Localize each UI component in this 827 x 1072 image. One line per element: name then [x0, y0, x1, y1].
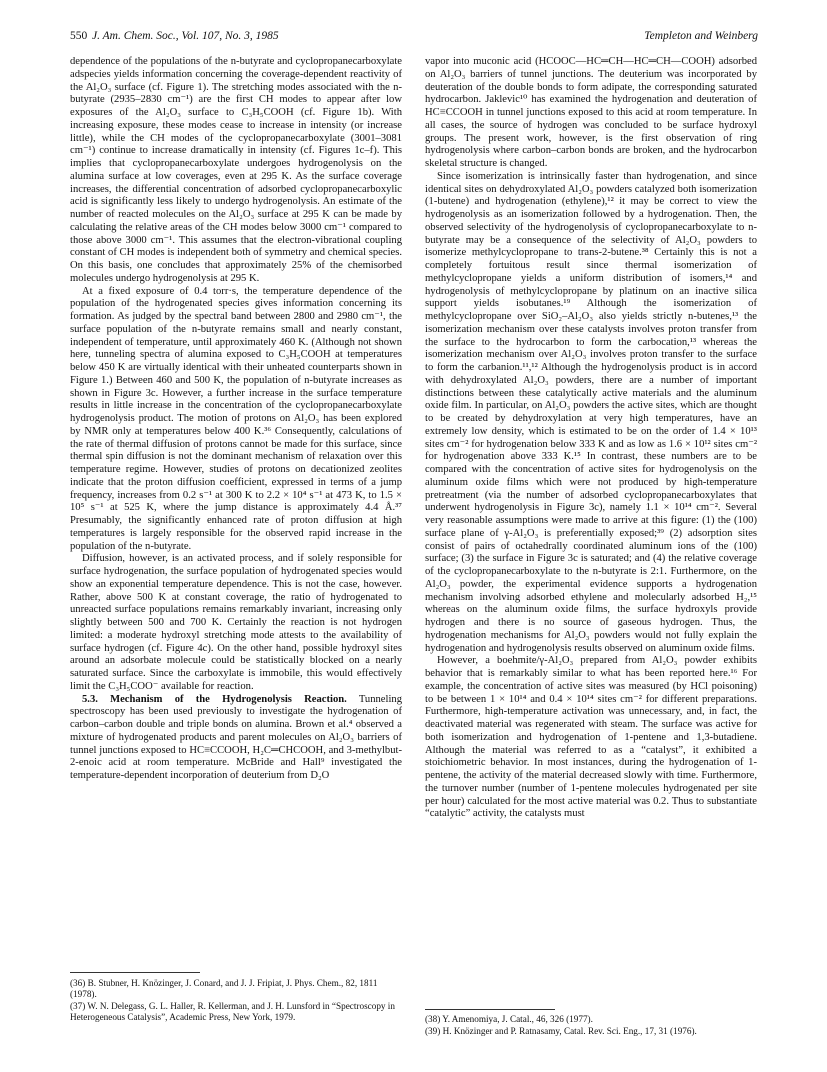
- running-authors: Templeton and Weinberg: [644, 30, 758, 42]
- footnote-36: (36) B. Stubner, H. Knözinger, J. Conard, and J. J. Fripiat, J. Phys. Chem., 82, 1811 (1978).: [70, 978, 378, 999]
- page-number: 550: [70, 30, 88, 42]
- journal-citation: J. Am. Chem. Soc., Vol. 107, No. 3, 1985: [92, 30, 279, 42]
- paragraph: However, a boehmite/γ-Al₂O₃ prepared from Al₂O₃ powder exhibits behavior that is remarkably similar to what has been reported here.¹⁶ For example, the concentration of active sites was measured (by HCl poisoning) to be between 1 × 10¹⁴ and 0.4 × 10¹⁴ sites cm⁻² for different preparations. Furthermore, high-temperature activation was unnecessary, and, in fact, the deactivated material was regenerated with steam. The surface was active for both isomerization and hydrogenation of 1-pentene and 1,3-butadiene. Although the material was referred to as a “catalyst”, it exhibited a stoichiometric behavior. In most instances, during the hydrogenation of 1-pentene, the activity of the material decreased slowly with time. Furthermore, the turnover number (number of 1-pentene molecules hydrogenated per site per hour) calculated for the most active material was 0.2. Thus to substantiate “catalytic” activity, the catalysts must: [425, 655, 757, 820]
- paragraph: vapor into muconic acid (HCOOC—HC═CH—HC═CH—COOH) adsorbed on Al₂O₃ barriers of tunnel junctions. The deuterium was incorporated by deuteration of the double bonds to form adipate, the corresponding saturated hydrocarbon. Jaklevic¹⁰ has examined the hydrogenation and deuteration of HC≡CCOOH in tunnel junctions exposed to this acid at room temperature. In all cases, the source of hydrogen was concluded to be surface hydroxyl groups. The present work, however, is the first observation of ring hydrogenolysis where carbon–carbon bonds are broken, and the hydrocarbon skeletal structure is changed.: [425, 56, 757, 169]
- section-heading: 5.3. Mechanism of the Hydrogenolysis Reaction.: [82, 693, 347, 705]
- footnote-39: (39) H. Knözinger and P. Ratnasamy, Catal. Rev. Sci. Eng., 17, 31 (1976).: [425, 1026, 697, 1036]
- footnote-rule: [425, 1009, 555, 1010]
- footnote-37: (37) W. N. Delegass, G. L. Haller, R. Kellerman, and J. H. Lunsford in “Spectroscopy in Heterogeneous Catalysis”, Academic Press, New York, 1979.: [70, 1001, 395, 1022]
- right-column: [425, 56, 757, 821]
- footnote-38: (38) Y. Amenomiya, J. Catal., 46, 326 (1977).: [425, 1014, 593, 1024]
- footnote-rule: [70, 972, 200, 973]
- paragraph: dependence of the populations of the n-butyrate and cyclopropanecarboxylate adspecies yields information concerning the coverage-dependent reactivity of the Al₂O₃ surface (cf. Figure 1). The stretching modes associated with the n-butyrate (2935–2830 cm⁻¹) are the first CH modes to appear after low exposures of the Al₂O₃ surface to C₃H₅COOH (cf. Figure 1b). With increasing exposure, these modes cease to increase in intensity (or increase little), while the CH modes of the cyclopropanecarboxylate (3001–3081 cm⁻¹) continue to increase dramatically in intensity (cf. Figures 1c–f). This implies that cyclopropanecarboxylate undergoes hydrogenolysis on the alumina surface at low coverages, even at 295 K. As the surface coverage increases, the differential concentration of adsorbed cyclopropanecarboxylic acid is significantly less likely to undergo hydrogenolysis. An estimate of the number of reacted molecules on the Al₂O₃ surface at 295 K can be made by calculating the relative areas of the CH modes below 3000 cm⁻¹ compared to those above 3000 cm⁻¹. This assumes that the electron-vibrational coupling constant of CH modes is independent both of symmetry and chemical species. On this basis, one concludes that approximately 25% of the chemisorbed molecules undergo hydrogenolysis at 295 K.: [70, 56, 402, 284]
- paragraph: Diffusion, however, is an activated process, and if solely responsible for surface hydrogenation, the surface population of hydrogenated species would show an exponential temperature dependence. This is not the case, however. Rather, above 500 K at constant coverage, the ratio of hydrogenated to unreacted surface populations remains remarkably invariant, increasing only slightly between 500 and 700 K. Certainly the reaction is not hydrogen limited: a moderate hydroxyl stretching mode attests to the availability of surface hydrogen (cf. Figure 4c). On the other hand, possible hydroxyl sites around an adsorbate molecule could be statistically blocked on a nearly saturated surface. Since the carboxylate is immobile, this would effectively limit the C₃H₅COO⁻ available for reaction.: [70, 553, 402, 692]
- left-column: [70, 56, 402, 783]
- running-header: [70, 30, 758, 46]
- footnotes-right: [425, 1014, 757, 1038]
- paragraph: Since isomerization is intrinsically faster than hydrogenation, and since identical sites on dehydroxylated Al₂O₃ powders catalyzed both isomerization (1-butene) and hydrogenation (ethylene),¹² it may be correct to view the hydrogenolysis as an isomerization followed by a hydrogenation. Then, the observed selectivity of the hydrogenolysis of cyclopropanecarboxylate to n-butyrate may be a consequence of the selectivity of Al₂O₃ powders to isomerize methylcyclopropane to trans-2-butene.³⁸ Certainly this is not a completely fortuitous result since thermal isomerization of methylcyclopropane yields a uniform distribution of isomers,¹⁴ and hydrogenolysis of methylcyclopropane by platinum on an inactive silica support yields isobutanes.¹⁹ Although the isomerization of methylcyclopropane over SiO₂–Al₂O₃ also yields strictly n-butenes,¹³ the isomerization mechanism over these catalysts involves proton transfer from the surface to the hydrocarbon to form the carbocation,¹³ whereas the isomerization mechanism over Al₂O₃ involves proton transfer to the surface to form the carbanion.¹¹,¹² Although the hydrogenolysis product is in accord with dehydroxylated Al₂O₃ powders, there are a number of important distinctions between these catalytically active materials and the aluminum oxide film. In particular, on Al₂O₃ powders the active sites, which are thought to be created by dehydroxylation at very high temperatures, have an extremely low density, which is estimated to be on the order of 1.4 × 10¹³ sites cm⁻² for hydrogenation below 333 K and as low as 1.6 × 10¹² sites cm⁻² for hydrogenation above 333 K.¹⁵ In contrast, these numbers are to be compared with the concentration of active sites for hydrogenolysis on the aluminum oxide films which were not produced by high-temperature pretreatment (via the number of adsorbed cyclopropanecarboxylates that underwent hydrogenolysis in Figure 3c), namely 1.1 × 10¹⁴ cm⁻². Several very reasonable assumptions were made to arrive at this figure: (1) the (100) surface plane of γ-Al₂O₃ is preferentially exposed;³⁹ (2) adsorption sites consist of pairs of octahedrally coordinated aluminum ions of the (100) surface; (3) the surface in Figure 3c is saturated; and (4) the relative coverage of the cyclopropanecarboxylate to the n-butyrate is 2:1. Furthermore, on the Al₂O₃ powder, the experimental evidence supports a hydrogenation mechanism involving adsorbed ethylene and molecularly adsorbed H₂,¹⁵ whereas on the aluminum oxide films, the surface hydroxyls provide hydrogen and there is no source of gaseous hydrogen. Thus, the hydrogenation mechanisms for Al₂O₃ powders would not fully explain the hydrogenation and hydrogenolysis results observed on aluminum oxide films.: [425, 170, 757, 654]
- paragraph: At a fixed exposure of 0.4 torr·s, the temperature dependence of the population of the hydrogenated species gives information concerning its formation. As judged by the spectral band between 2800 and 2980 cm⁻¹, the surface population of the n-butyrate remains small and nearly constant, independent of temperature, until approximately 460 K. (Although not shown here, tunneling spectra of alumina exposed to C₃H₅COOH at temperatures below 450 K are virtually identical with their unheated counterparts shown in Figure 1.) Between 460 and 500 K, the population of n-butyrate increases as shown in Figure 3c. However, a further increase in the surface temperature results in little increase in the concentration of the cyclopropanecarboxylate hydrogenolysis product. The motion of protons on Al₂O₃ has been explored by NMR only at temperatures below 400 K.³⁶ Consequently, calculations of the rate of thermal diffusion of protons cannot be made for this surface, since thermal spin diffusion is not the dominant mechanism of relaxation over this temperature regime. However, studies of protons on decationized zeolites indicate that the proton diffusion coefficient, expressed in terms of a jump frequency, increases from 0.2 s⁻¹ at 300 K to 2.2 × 10⁴ s⁻¹ at 473 K, to 1.5 × 10⁵ s⁻¹ at 525 K, where the jump distance is approximately 4.4 Å.³⁷ Presumably, the significantly enhanced rate of proton diffusion at high temperatures is largely responsible for the observed rapid increase in the population of the n-butyrate.: [70, 285, 402, 552]
- section-paragraph: [70, 694, 402, 783]
- section-text: Tunneling spectroscopy has been used previously to investigate the hydrogenation of carbon–carbon double and triple bonds on alumina. Brown et al.⁴ observed a mixture of hydrogenated products and parent molecules on Al₂O₃ barriers of tunnel junctions exposed to HC≡CCOOH, H₂C═CHCOOH, and 3-methylbut-2-enoic acid at room temperature. McBride and Hall⁹ investigated the temperature-dependent incorporation of deuterium from D₂O: [70, 693, 402, 781]
- footnotes-left: [70, 978, 402, 1024]
